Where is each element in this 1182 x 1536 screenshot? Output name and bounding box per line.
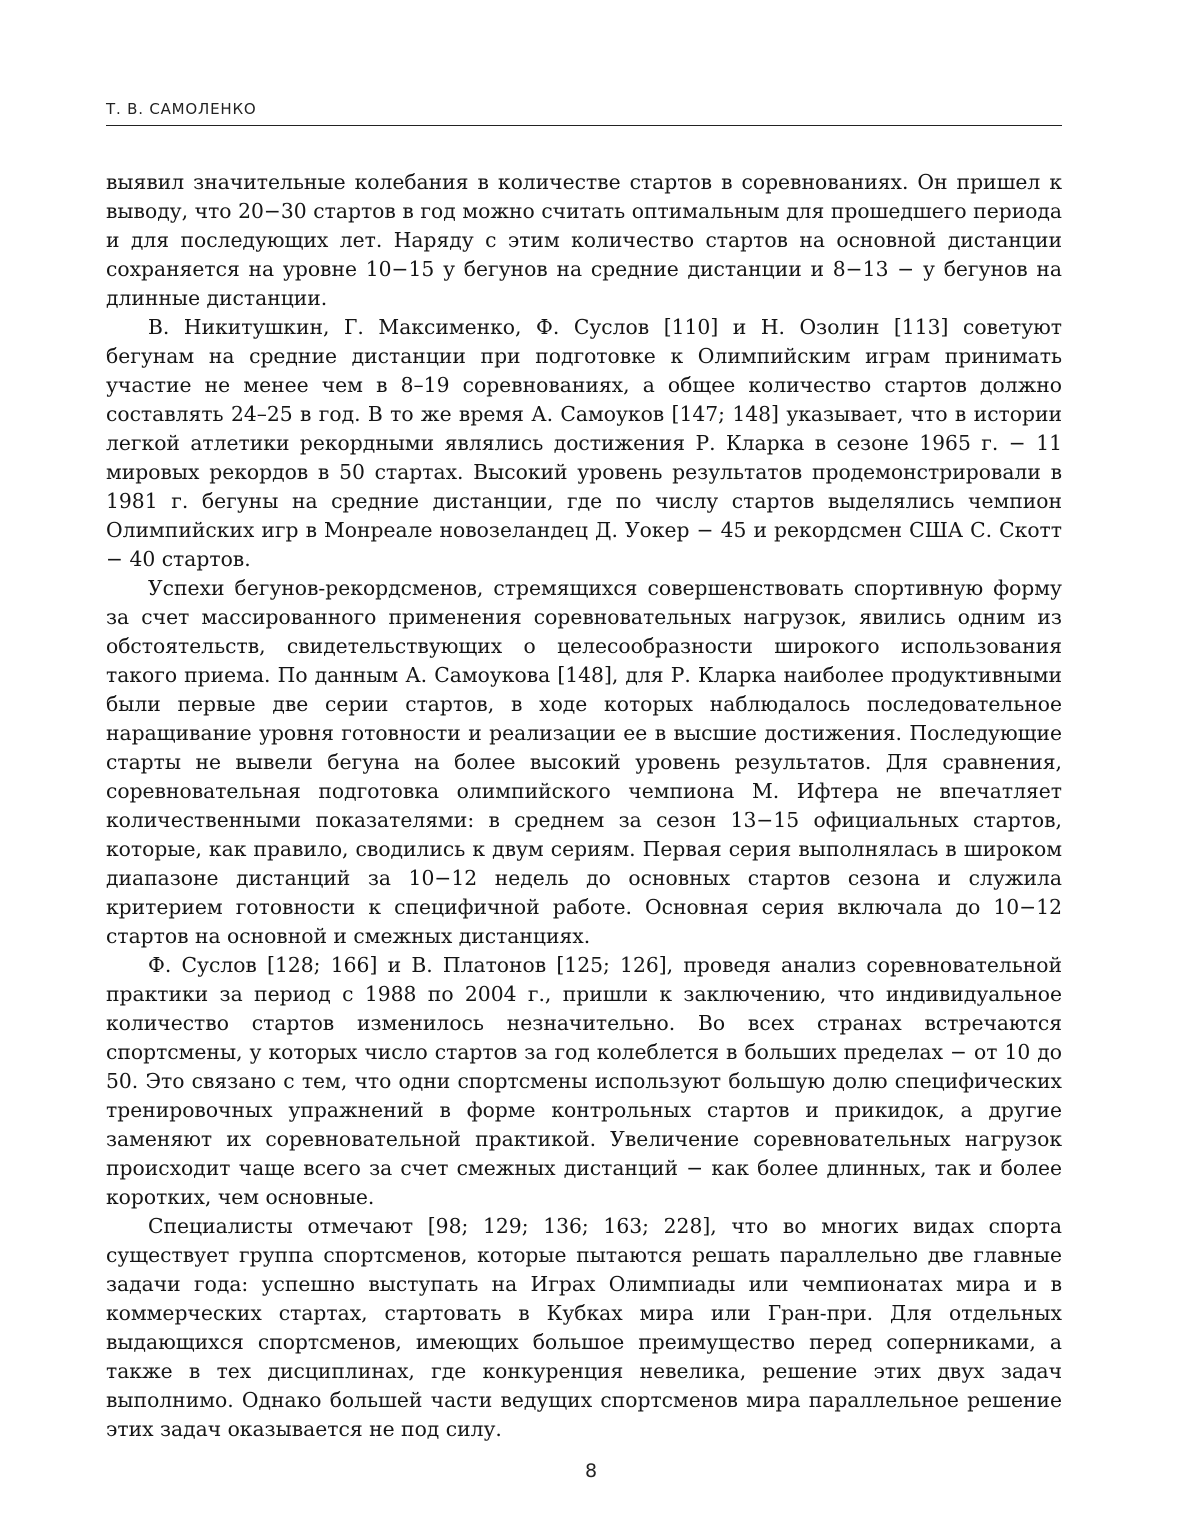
paragraph: Специалисты отмечают [98; 129; 136; 163; 228], что во многих видах спорта существует группа спортсменов, которые пытаются решать параллельно две главные задачи года: успешно выступать на Играх Олимпиады или чемпионатах мира и в коммерческих стартах, стартовать в Кубках мира или Гран-при. Для отдельных выдающихся спортсменов, имеющих большое преимущество перед соперниками, а также в тех дисциплинах, где конкуренция невелика, решение этих двух задач выполнимо. Однако большей части ведущих спортсменов мира параллельное решение этих задач оказывается не под силу. bbox=[106, 1214, 1062, 1441]
paragraph: Ф. Суслов [128; 166] и В. Платонов [125; 126], проведя анализ соревновательной практики за период с 1988 по 2004 г., пришли к заключению, что индивидуальное количество стартов изменилось незначительно. Во всех странах встречаются спортсмены, у которых число стартов за год колеблется в больших пределах − от 10 до 50. Это связано с тем, что одни спортсмены используют большую долю специфических тренировочных упражнений в форме контрольных стартов и прикидок, а другие заменяют их соревновательной практикой. Увеличение соревновательных нагрузок происходит чаще всего за счет смежных дистанций − как более длинных, так и более коротких, чем основные. bbox=[106, 953, 1062, 1209]
paragraph: Успехи бегунов-рекордсменов, стремящихся совершенствовать спортивную форму за счет массированного применения соревновательных нагрузок, явились одним из обстоятельств, свидетельствующих о целесообразности широкого использования такого приема. По данным А. Самоукова [148], для Р. Кларка наиболее продуктивными были первые две серии стартов, в ходе которых наблюдалось последовательное наращивание уровня готовности и реализации ее в высшие достижения. Последующие старты не вывели бегуна на более высокий уровень результатов. Для сравнения, соревновательная подготовка олимпийского чемпиона М. Ифтера не впечатляет количественными показателями: в среднем за сезон 13−15 официальных стартов, которые, как правило, сводились к двум сериям. Первая серия выполнялась в широком диапазоне дистанций за 10−12 недель до основных стартов сезона и служила критерием готовности к специфичной работе. Основная серия включала до 10−12 стартов на основной и смежных дистанциях. bbox=[106, 576, 1062, 948]
body-text bbox=[106, 168, 1062, 1444]
paragraph: В. Никитушкин, Г. Максименко, Ф. Суслов [110] и Н. Озолин [113] советуют бегунам на средние дистанции при подготовке к Олимпийским играм принимать участие не менее чем в 8–19 соревнованиях, а общее количество стартов должно составлять 24–25 в год. В то же время А. Самоуков [147; 148] указывает, что в истории легкой атлетики рекордными являлись достижения Р. Кларка в сезоне 1965 г. − 11 мировых рекордов в 50 стартах. Высокий уровень результатов продемонстрировали в 1981 г. бегуны на средние дистанции, где по числу стартов выделялись чемпион Олимпийских игр в Монреале новозеландец Д. Уокер − 45 и рекордсмен США С. Скотт − 40 стартов. bbox=[106, 315, 1062, 571]
running-head-author: Т. В. САМОЛЕНКО bbox=[106, 100, 257, 118]
page-number: 8 bbox=[584, 1460, 598, 1482]
paragraph-continuation: выявил значительные колебания в количестве стартов в соревнованиях. Он пришел к выводу, что 20−30 стартов в год можно считать оптимальным для прошедшего периода и для последующих лет. Наряду с этим количество стартов на основной дистанции сохраняется на уровне 10−15 у бегунов на средние дистанции и 8−13 − у бегунов на длинные дистанции. bbox=[106, 170, 1062, 310]
header-rule bbox=[106, 125, 1062, 126]
